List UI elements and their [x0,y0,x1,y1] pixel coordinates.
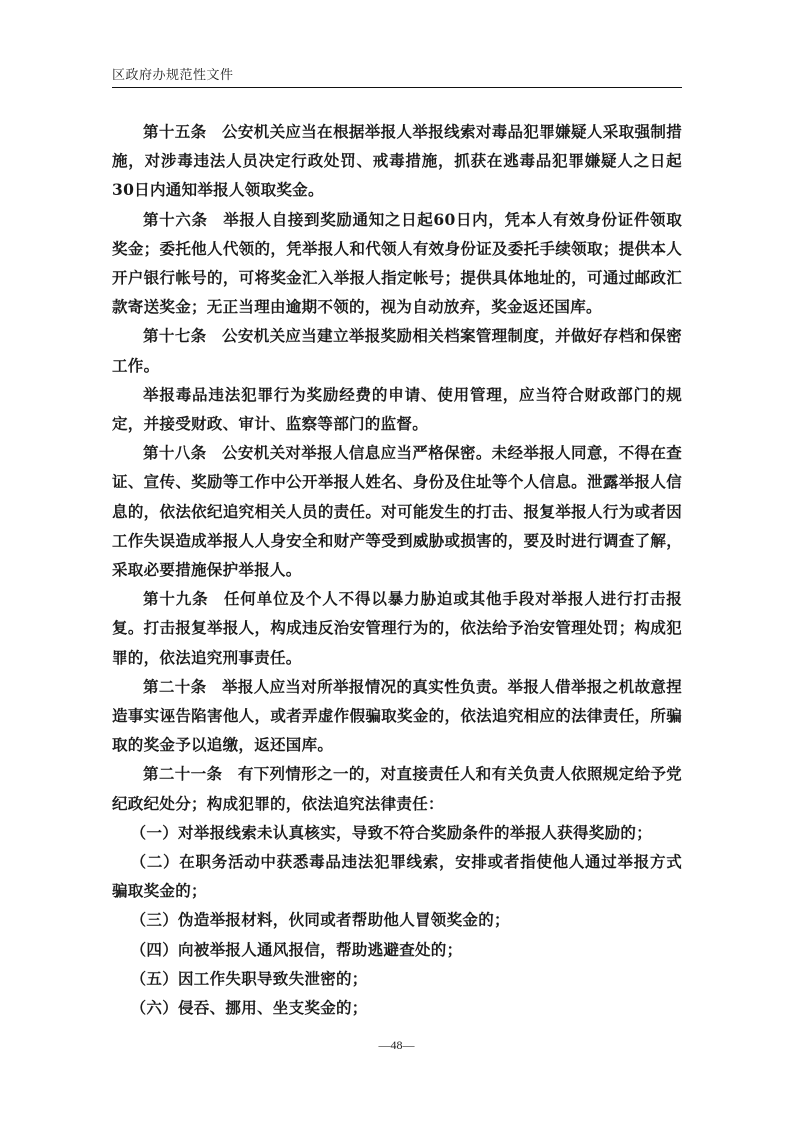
document-body [112,117,682,1022]
article-label: 第十六条 [143,209,208,229]
list-item: （四）向被举报人通风报信，帮助逃避查处的； [130,939,463,959]
list-item: （三）伪造举报材料，伙同或者帮助他人冒领奖金的； [130,910,510,930]
list-item: （六）侵吞、挪用、坐支奖金的； [130,998,368,1018]
article-label: 第十九条 [143,589,209,609]
article-text: 公安机关应当建立举报奖励相关档案管理制度，并做好存档和保密工作。 [112,326,683,375]
article-label: 第十七条 [143,326,207,346]
article-text: 举报人应当对所举报情况的真实性负责。举报人借举报之机故意捏造事实诬告陷害他人，或者弄虚作假骗取奖金的，依法追究相应的法律责任，所骗取的奖金予以追缴，返还国库。 [112,676,683,755]
list-item: （五）因工作失职导致失泄密的； [130,968,368,988]
article-text: 任何单位及个人不得以暴力胁迫或其他手段对举报人进行打击报复。打击报复举报人，构成违反治安管理行为的，依法给予治安管理处罚；构成犯罪的，依法追究刑事责任。 [112,589,682,667]
article-text: 公安机关应当在根据举报人举报线索对毒品犯罪嫌疑人采取强制措施，对涉毒违法人员决定行政处罚、戒毒措施，抓获在逃毒品犯罪嫌疑人之日起30日内通知举报人领取奖金。 [112,122,683,200]
page-number: —48— [378,1038,415,1052]
article-text: 举报人自接到奖励通知之日起60日内，凭本人有效身份证件领取奖金；委托他人代领的，凭举报人和代领人有效身份证及委托手续领取；提供本人开户银行帐号的，可将奖金汇入举报人指定帐号；提供具体地址的，可通过邮政汇款寄送奖金；无正当理由逾期不领的，视为自动放弃，奖金返还国库。 [112,209,682,317]
header-divider [112,87,682,88]
article-18 [112,438,682,584]
article-text: 有下列情形之一的，对直接责任人和有关负责人依照规定给予党纪政纪处分；构成犯罪的，依法追究法律责任： [112,764,682,813]
header-title: 区政府办规范性文件 [112,68,234,83]
article-19 [112,584,682,672]
running-header [112,66,682,88]
article-text: 举报毒品违法犯罪行为奖励经费的申请、使用管理，应当符合财政部门的规定，并接受财政、审计、监察等部门的监督。 [112,384,682,434]
list-item: （二）在职务活动中获悉毒品违法犯罪线索，安排或者指使他人通过举报方式骗取奖金的； [112,852,682,901]
article-21 [112,759,682,817]
article-label: 第二十一条 [143,764,223,784]
article-17 [112,321,682,379]
article-20 [112,672,682,760]
article-label: 第二十条 [143,676,207,696]
article-17-continued [112,380,682,438]
article-15 [112,117,682,205]
article-text: 公安机关对举报人信息应当严格保密。未经举报人同意，不得在查证、宣传、奖励等工作中公开举报人姓名、身份及住址等个人信息。泄露举报人信息的，依法依纪追究相关人员的责任。对可能发生的打击、报复举报人行为或者因工作失误造成举报人人身安全和财产等受到威胁或损害的，要及时进行调查了解，采取必要措施保护举报人。 [112,443,683,580]
article-16 [112,205,682,322]
list-item: （一）对举报线索未认真核实，导致不符合奖励条件的举报人获得奖励的； [130,822,652,842]
article-label: 第十五条 [143,122,207,141]
article-label: 第十八条 [143,443,207,463]
